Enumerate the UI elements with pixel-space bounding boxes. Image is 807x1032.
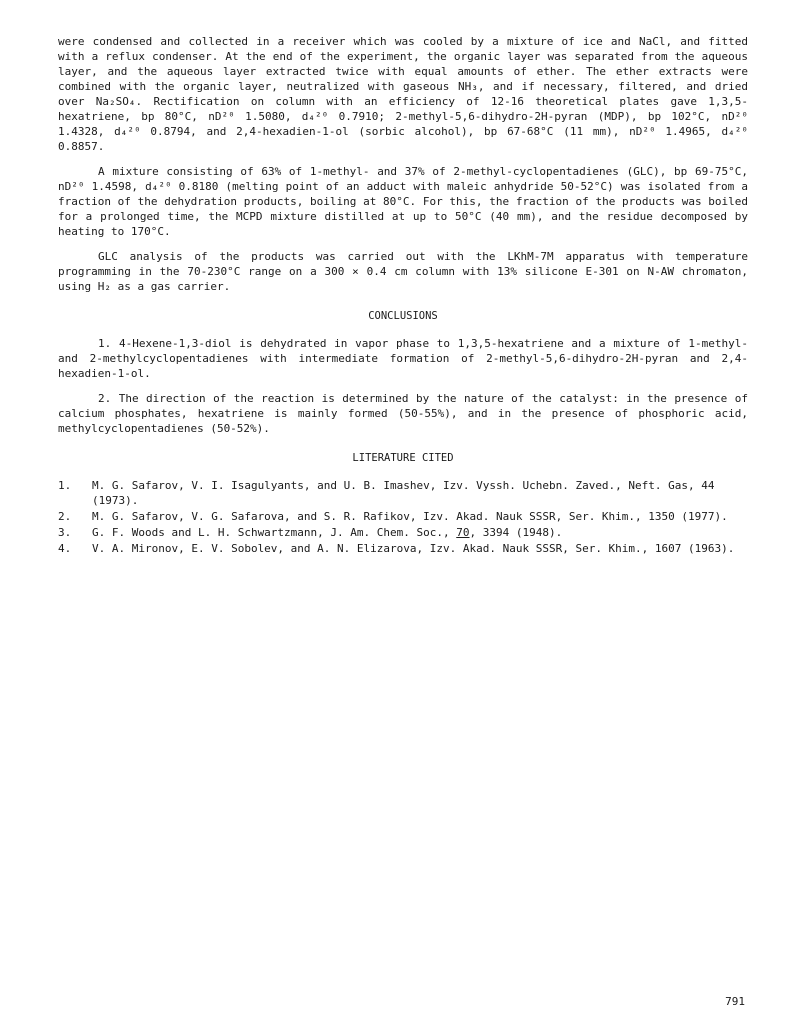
conclusion-2: 2. The direction of the reaction is determined by the nature of the catalyst: in the presence of calcium phosphates, hexatriene is mainly formed (50-55%), and in the presence of phosphoric acid, methylcyclopentadienes (50-52%). <box>58 392 748 435</box>
reference-text-before: G. F. Woods and L. H. Schwartzmann, J. Am. Chem. Soc., <box>92 526 457 539</box>
reference-text: M. G. Safarov, V. I. Isagulyants, and U. B. Imashev, Izv. Vyssh. Uchebn. Zaved., Neft. Gas, 44 (1973). <box>92 479 715 507</box>
conclusions-heading: CONCLUSIONS <box>368 310 438 322</box>
page-number: 791 <box>725 995 745 1008</box>
reference-item <box>58 525 748 540</box>
reference-number: 4. <box>58 542 72 555</box>
body-paragraph-3: GLC analysis of the products was carried out with the LKhM-7M apparatus with temperature programming in the 70-230°C range on a 300 × 0.4 cm column with 13% silicone E-301 on N-AW chromaton, using H₂ as a gas carrier. <box>58 250 748 293</box>
reference-item <box>58 541 748 556</box>
reference-text: M. G. Safarov, V. G. Safarova, and S. R. Rafikov, Izv. Akad. Nauk SSSR, Ser. Khim., 1350 (1977). <box>92 510 728 523</box>
conclusion-1: 1. 4-Hexene-1,3-diol is dehydrated in vapor phase to 1,3,5-hexatriene and a mixture of 1-methyl- and 2-methylcyclopentadienes with intermediate formation of 2-methyl-5,6-dihydro-2H-pyran and 2,4-hexadien-1-ol. <box>58 337 748 380</box>
reference-list <box>58 478 748 556</box>
reference-text: V. A. Mironov, E. V. Sobolev, and A. N. Elizarova, Izv. Akad. Nauk SSSR, Ser. Khim., 1607 (1963). <box>92 542 735 555</box>
reference-number: 1. <box>58 479 72 492</box>
reference-number: 3. <box>58 526 72 539</box>
reference-item <box>58 478 748 508</box>
reference-text-after: , 3394 (1948). <box>469 526 563 539</box>
reference-number: 2. <box>58 510 72 523</box>
body-paragraph-1: were condensed and collected in a receiver which was cooled by a mixture of ice and NaCl, and fitted with a reflux condenser. At the end of the experiment, the organic layer was separated from the aqueous layer, and the aqueous layer extracted twice with equal amounts of ether. The ether extracts were combined with the organic layer, neutralized with gaseous NH₃, and if necessary, filtered, and dried over Na₂SO₄. Rectification on column with an efficiency of 12-16 theoretical plates gave 1,3,5-hexatriene, bp 80°C, nD²⁰ 1.5080, d₄²⁰ 0.7910; 2-methyl-5,6-dihydro-2H-pyran (MDP), bp 102°C, nD²⁰ 1.4328, d₄²⁰ 0.8794, and 2,4-hexadien-1-ol (sorbic alcohol), bp 67-68°C (11 mm), nD²⁰ 1.4965, d₄²⁰ 0.8857. <box>58 35 748 153</box>
literature-heading: LITERATURE CITED <box>352 452 454 464</box>
document-page <box>58 34 748 557</box>
reference-text <box>92 525 748 540</box>
body-paragraph-2: A mixture consisting of 63% of 1-methyl- and 37% of 2-methyl-cyclopentadienes (GLC), bp 69-75°C, nD²⁰ 1.4598, d₄²⁰ 0.8180 (melting point of an adduct with maleic anhydride 50-52°C) was isolated from a fraction of the dehydration products, boiling at 80°C. For this, the fraction of the products was boiled for a prolonged time, the MCPD mixture distilled at up to 50°C (40 mm), and the residue decomposed by heating to 170°C. <box>58 165 748 238</box>
reference-item <box>58 509 748 524</box>
reference-volume: 70 <box>456 526 470 539</box>
